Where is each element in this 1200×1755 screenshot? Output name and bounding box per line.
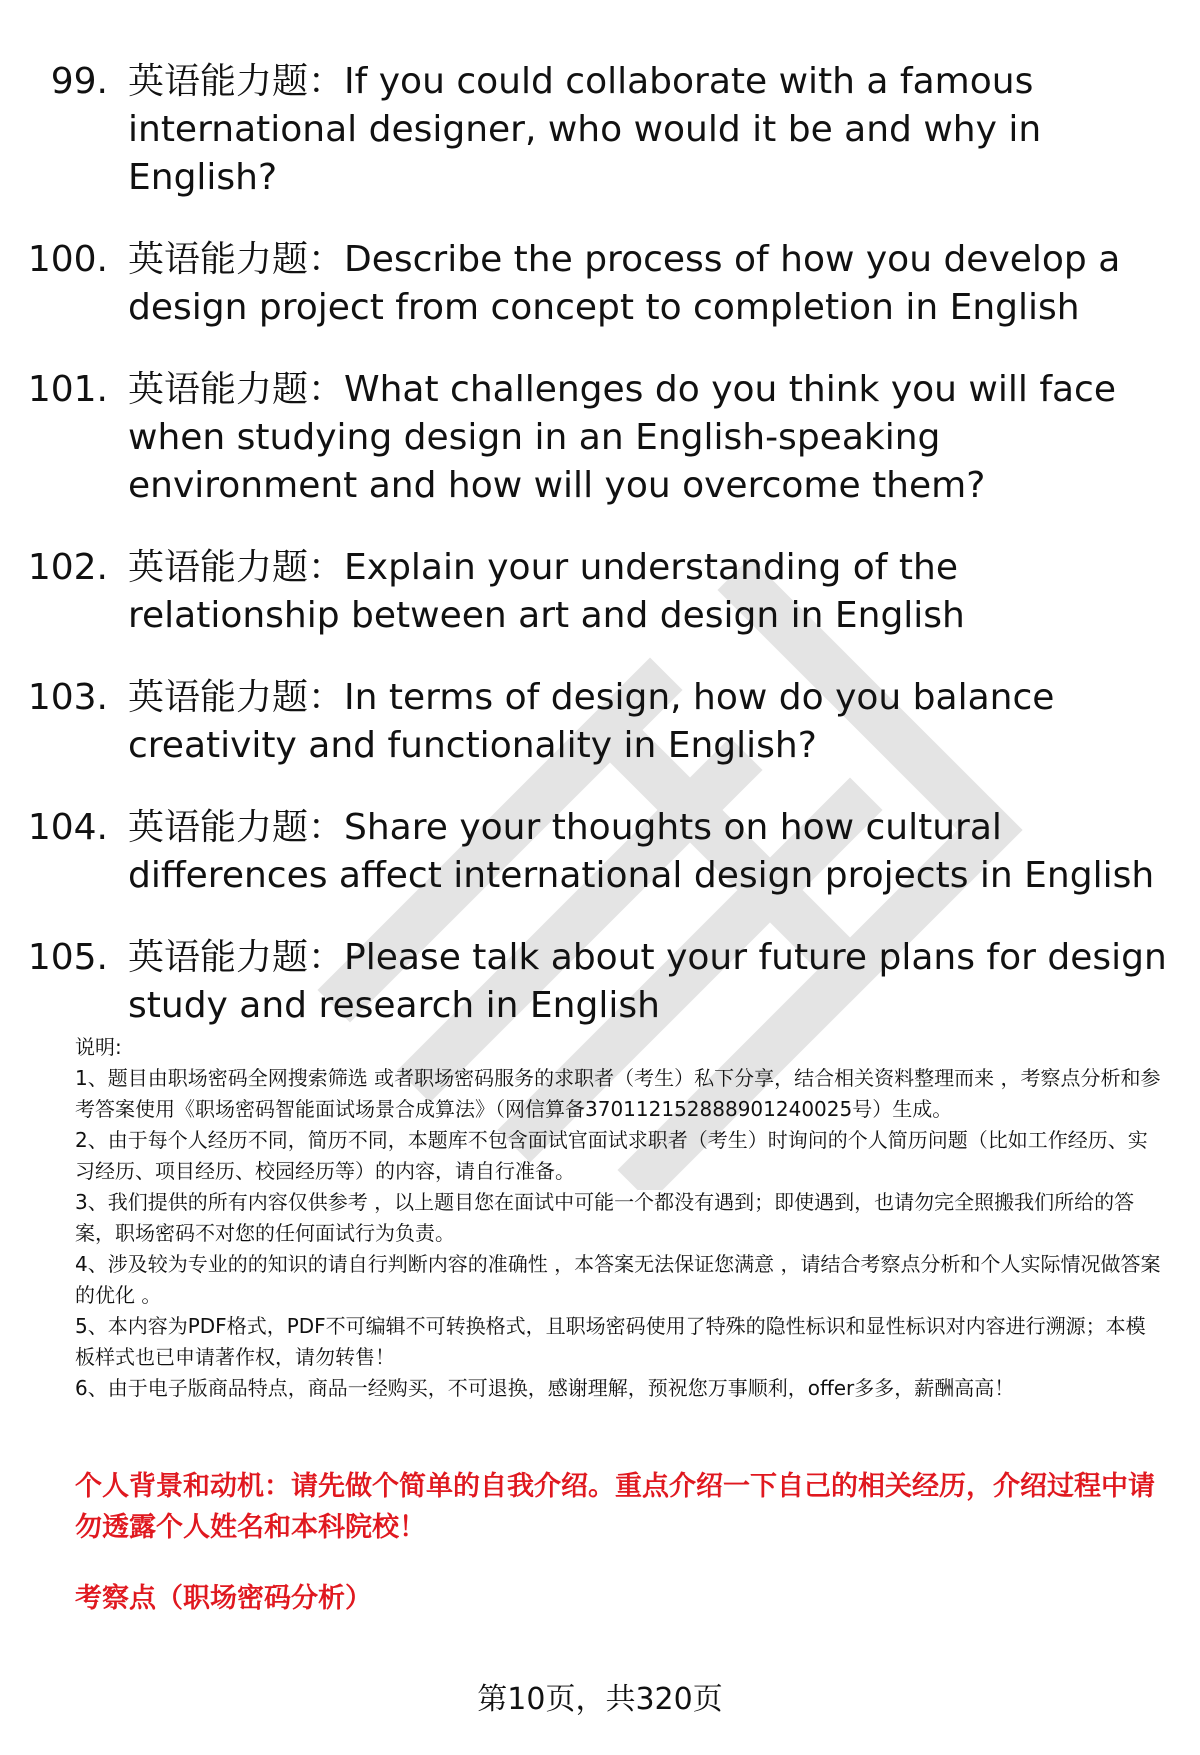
notes-item: 3、我们提供的所有内容仅供参考 ，以上题目您在面试中可能一个都没有遇到；即使遇到，也请勿完全照搬我们所给的答案，职场密码不对您的任何面试行为负责。 [75,1190,1135,1245]
question-content [128,674,1168,770]
question-item [0,804,1200,900]
question-text: In terms of design, how do you balance creativity and functionality in English? [128,677,1055,766]
question-number: 103. [27,677,108,718]
disclaimer-notes [75,1032,1165,1404]
question-number: 105. [27,937,108,978]
question-number: 104. [27,807,108,848]
question-item [0,366,1200,510]
question-list [0,58,1200,1064]
question-content [128,934,1168,1030]
notes-item: 4、涉及较为专业的的知识的请自行判断内容的准确性 ，本答案无法保证您满意 ，请结合考察点分析和个人实际情况做答案的优化 。 [75,1252,1161,1307]
question-item [0,544,1200,640]
analysis-heading: 考察点（职场密码分析） [75,1583,372,1614]
page-footer: 第10页，共320页 [477,1682,723,1717]
question-text: Describe the process of how you develop a design project from concept to completion in English [128,239,1121,328]
notes-item: 6、由于电子版商品特点，商品一经购买，不可退换，感谢理解，预祝您万事顺利，offer多多，薪酬高高！ [75,1376,1015,1400]
question-text: Share your thoughts on how cultural differences affect international design projects in English [128,807,1155,896]
question-category: 英语能力题： [128,61,345,102]
question-number: 101. [27,369,108,410]
question-category: 英语能力题： [128,937,345,978]
question-content [128,544,1168,640]
question-item [0,674,1200,770]
question-number: 102. [27,547,108,588]
question-content [128,366,1168,510]
question-item [0,58,1200,202]
question-content [128,58,1168,202]
notes-item: 5、本内容为PDF格式，PDF不可编辑不可转换格式，且职场密码使用了特殊的隐性标识和显性标识对内容进行溯源；本模板样式也已申请著作权，请勿转售！ [75,1314,1146,1369]
question-item [0,934,1200,1030]
question-text: Explain your understanding of the relationship between art and design in English [128,547,965,636]
background-question: 个人背景和动机：请先做个简单的自我介绍。重点介绍一下自己的相关经历，介绍过程中请勿透露个人姓名和本科院校！ [75,1471,1155,1543]
question-content [128,236,1168,332]
question-category: 英语能力题： [128,369,345,410]
question-category: 英语能力题： [128,547,345,588]
question-item [0,236,1200,332]
notes-heading: 说明: [75,1035,122,1059]
question-category: 英语能力题： [128,239,345,280]
notes-item: 1、题目由职场密码全网搜索筛选 或者职场密码服务的求职者（考生）私下分享，结合相关资料整理而来 ，考察点分析和参考答案使用《职场密码智能面试场景合成算法》（网信算备370112152888901240025号）生成。 [75,1066,1161,1121]
question-number: 99. [50,61,108,102]
question-text: Please talk about your future plans for design study and research in English [128,937,1167,1026]
notes-item: 2、由于每个人经历不同，简历不同，本题库不包含面试官面试求职者（考生）时询问的个人简历问题（比如工作经历、实习经历、项目经历、校园经历等）的内容，请自行准备。 [75,1128,1148,1183]
question-category: 英语能力题： [128,807,345,848]
question-content [128,804,1168,900]
question-text: What challenges do you think you will face when studying design in an English-speaking environment and how will you overcome them? [128,369,1116,506]
question-category: 英语能力题： [128,677,345,718]
question-text: If you could collaborate with a famous international designer, who would it be and why in English? [128,61,1042,198]
question-number: 100. [27,239,108,280]
